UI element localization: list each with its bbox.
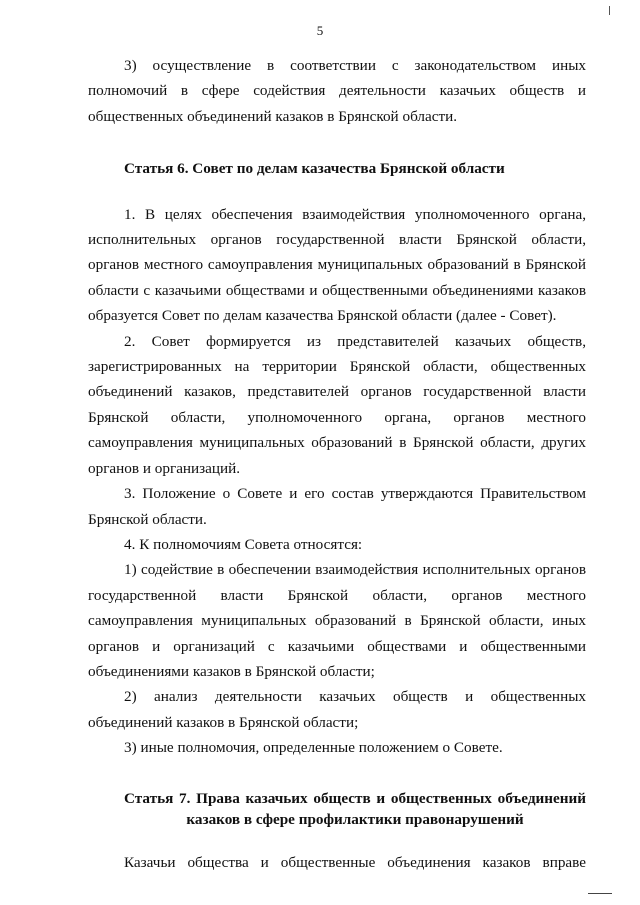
- page-number: 5: [316, 23, 324, 38]
- article-6-paragraph-2: 2. Совет формируется из представителей казачьих обществ, зарегистрированных на территории Брянской области, общественных объединений казаков, представителей органов государственной власти Брянской области, уполномоченного органа, органов местного самоуправления муниципальных образований в Брянской области, других органов и организаций.: [88, 332, 586, 477]
- scan-mark-bottom: [588, 893, 612, 894]
- article-6-subitem-3: 3) иные полномочия, определенные положением о Совете.: [124, 739, 503, 757]
- article-6-heading: Статья 6. Совет по делам казачества Брянской области: [124, 160, 505, 178]
- article-6-subitem-1: 1) содействие в обеспечении взаимодействия исполнительных органов государственной власти Брянской области, органов местного самоуправления муниципальных образований в Брянской области, иных органов и организаций с казачьими обществами и общественными объединениями казаков в Брянской области;: [88, 561, 586, 680]
- scan-mark-top: [609, 6, 610, 15]
- document-body: [88, 53, 586, 875]
- article-6-paragraph-3: 3. Положение о Совете и его состав утверждаются Правительством Брянской области.: [88, 485, 586, 528]
- article-7-heading-line-2: казаков в сфере профилактики правонарушений: [186, 810, 524, 828]
- article-7-heading: [88, 788, 586, 830]
- article-6-paragraph-4: 4. К полномочиям Совета относятся:: [124, 535, 363, 553]
- article-6-subitem-2: 2) анализ деятельности казачьих обществ и общественных объединений казаков в Брянской области;: [88, 688, 586, 731]
- paragraph-intro-item: 3) осуществление в соответствии с законодательством иных полномочий в сфере содействия деятельности казачьих обществ и общественных объединений казаков в Брянской области.: [88, 57, 586, 125]
- article-6-paragraph-1: 1. В целях обеспечения взаимодействия уполномоченного органа, исполнительных органов государственной власти Брянской области, органов местного самоуправления муниципальных образований в Брянской области с казачьими обществами и общественными объединениями казаков образуется Совет по делам казачества Брянской области (далее - Совет).: [88, 205, 586, 325]
- article-7-heading-line-1: Статья 7. Права казачьих обществ и общественных объединений: [124, 789, 586, 807]
- article-7-paragraph-1: Казачьи общества и общественные объединения казаков вправе: [124, 853, 586, 871]
